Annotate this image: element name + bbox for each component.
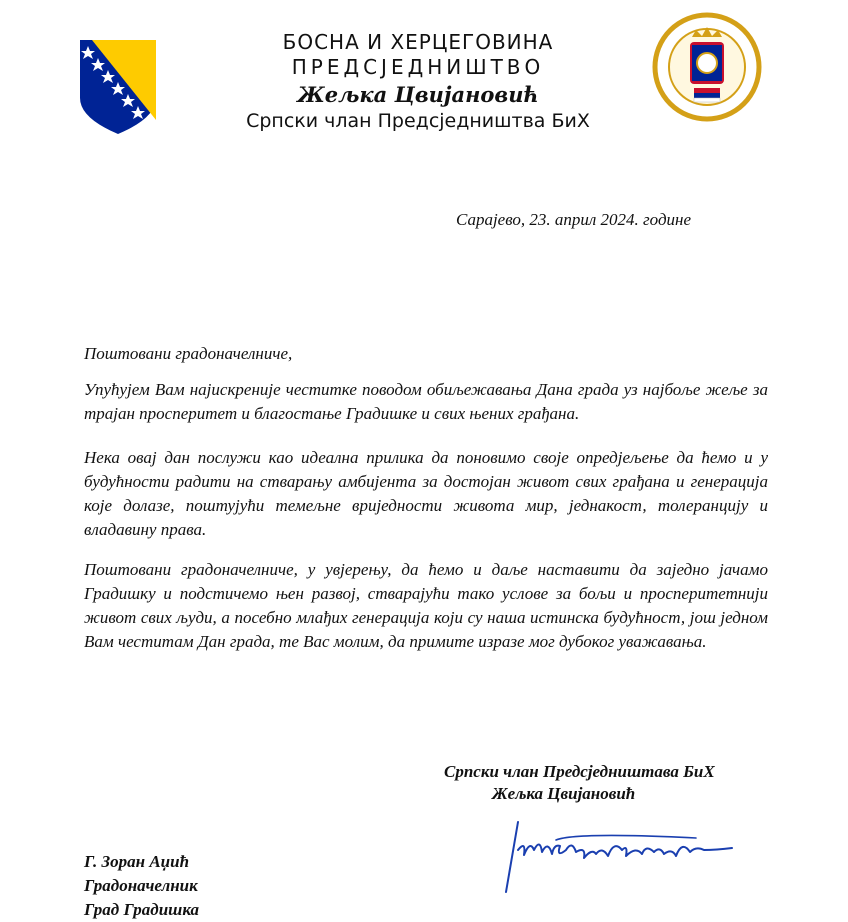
header-name: Жељка Цвијановић bbox=[297, 82, 539, 107]
recipient-city: Град Градишка bbox=[84, 900, 200, 919]
header-role: Српски члан Предсједништва БиХ bbox=[246, 110, 590, 132]
paragraph-3: Поштовани градоначелниче, у увјерењу, да ћемо и даље наставити да заједно јачамо Градишку и подстичемо њен развој, стварајући тако услове за бољи и просперитетнији живот свих људи, а посебно млађих генерација који су наша истинска будућност, још једном Вам честитам Дан града, те Вас молим, да примите изразе мог дубоког уважавања. bbox=[84, 560, 768, 651]
signer-name: Жељка Цвијановић bbox=[492, 784, 636, 803]
republika-srpska-emblem bbox=[652, 12, 762, 122]
handwritten-signature bbox=[496, 810, 746, 900]
bih-coat-of-arms bbox=[78, 38, 158, 136]
letter-date: Сарајево, 23. април 2024. године bbox=[456, 210, 692, 229]
paragraph-1: Упућујем Вам најискреније честитке поводом обиљежавања Дана града уз најбоље жеље за трајан просперитет и благостање Градишке и свих њених грађана. bbox=[84, 380, 768, 423]
header-country: БОСНА И ХЕРЦЕГОВИНА bbox=[282, 30, 554, 54]
recipient-title: Градоначелник bbox=[84, 876, 198, 895]
paragraph-2: Нека овај дан послужи као идеална прилика да поновимо своје опредјељење да ћемо и у будућности радити на стварању амбијента за достојан живот свих грађана и генерација које долазе, поштујући темељне вриједности живота мир, једнакост, толеранцију и владавину права. bbox=[84, 448, 768, 539]
signer-title: Српски члан Предсједништава БиХ bbox=[444, 762, 715, 781]
recipient-name: Г. Зоран Аџић bbox=[84, 852, 190, 871]
salutation: Поштовани градоначелниче, bbox=[84, 344, 293, 363]
header-institution: ПРЕДСЈЕДНИШТВО bbox=[291, 55, 545, 79]
